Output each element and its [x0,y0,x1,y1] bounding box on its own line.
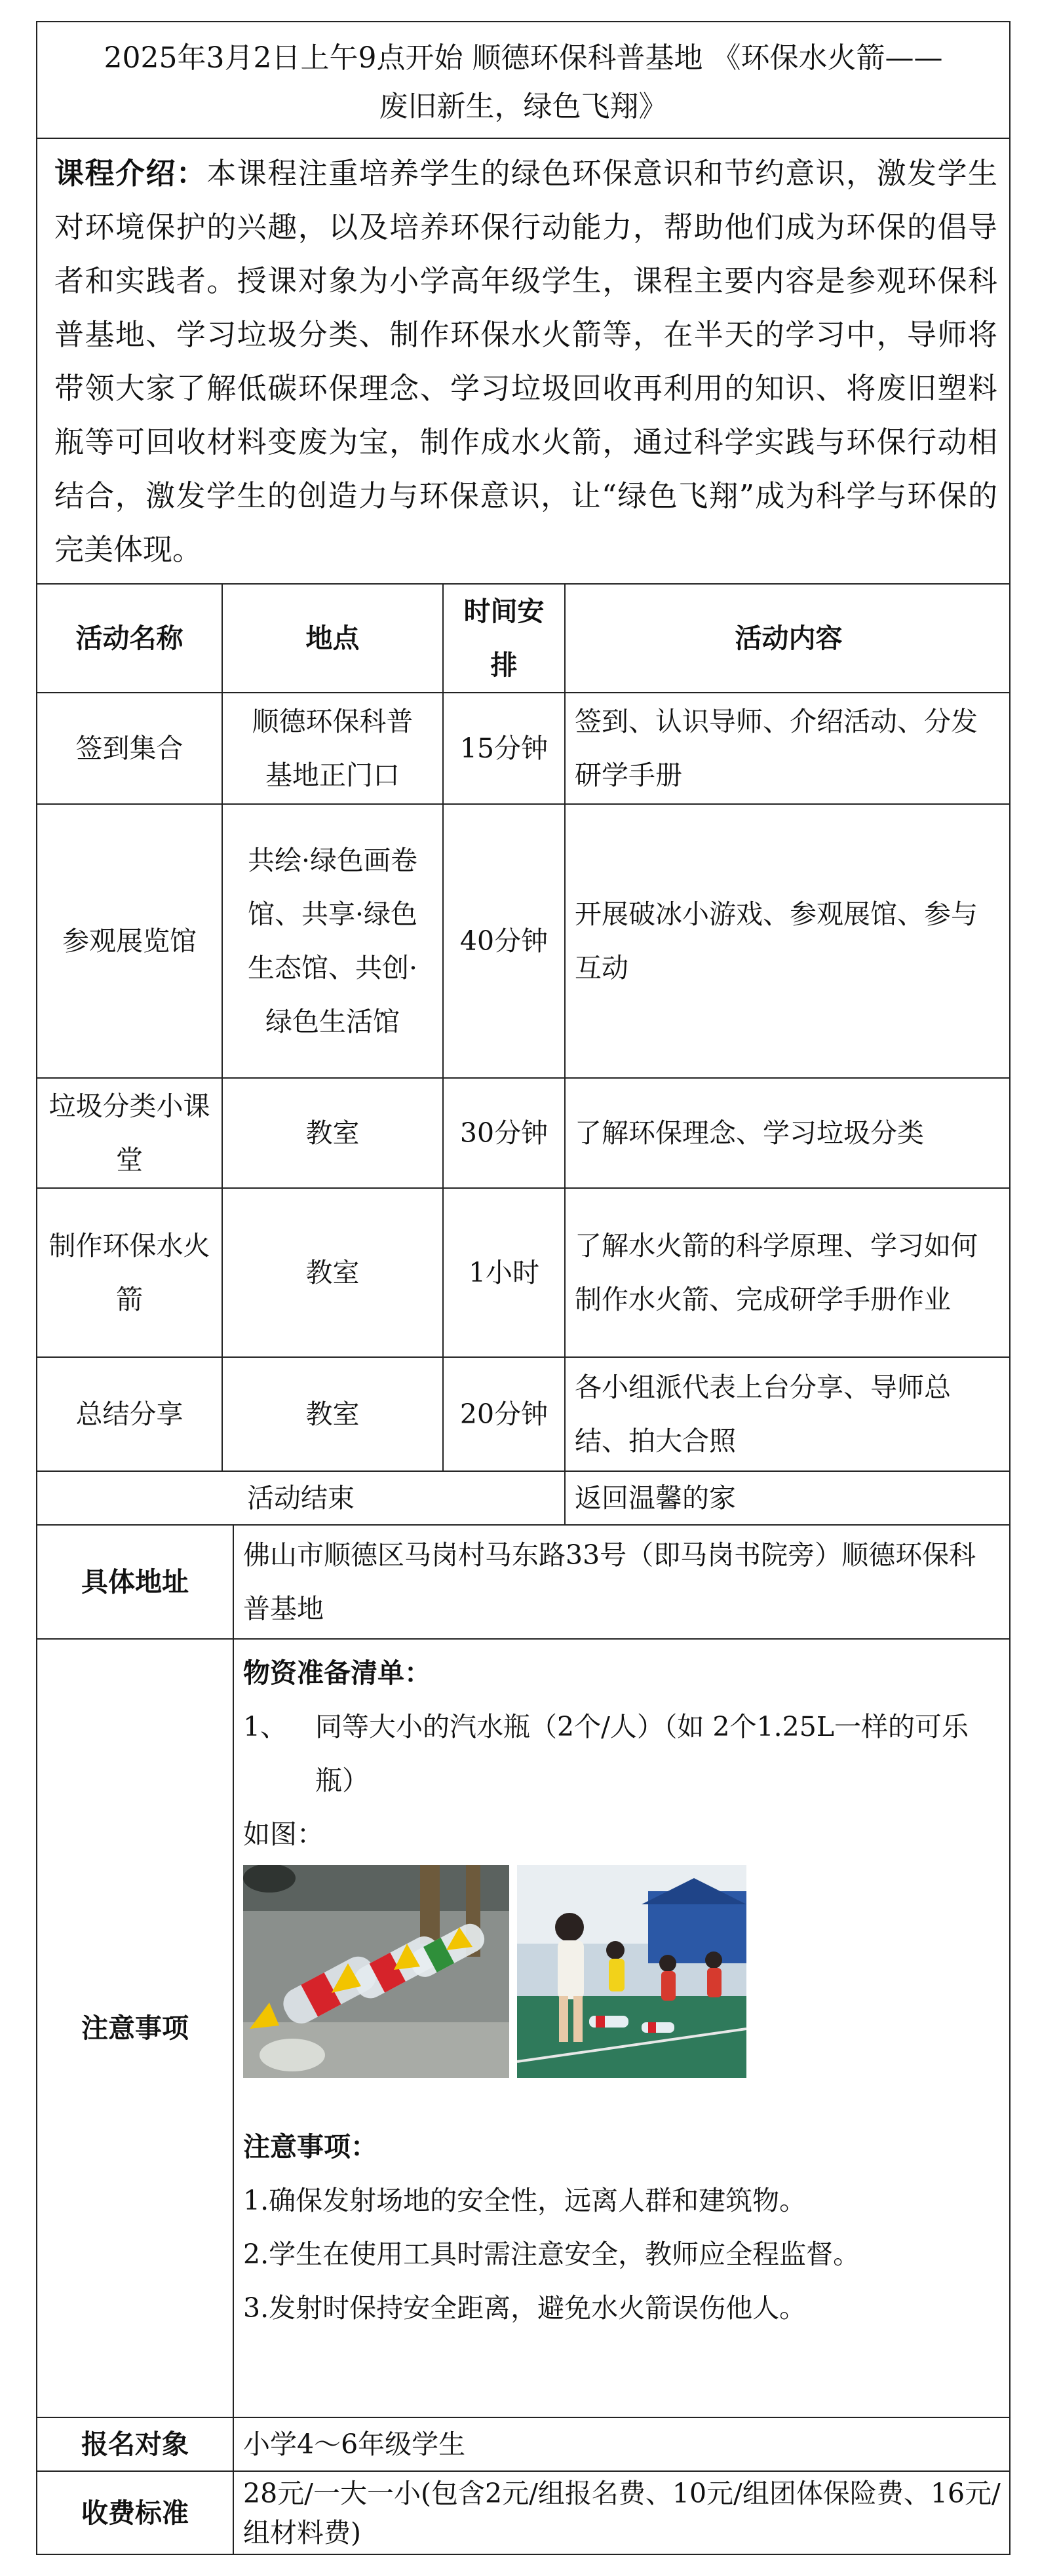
page-title [37,22,1009,138]
schedule-header-row [37,585,1009,693]
notes-row [37,1640,1009,2418]
photo-group [243,1865,1000,2078]
activity-content: 了解水火箭的科学原理、学习如何制作水火箭、完成研学手册作业 [575,1230,978,1315]
title-row [37,22,1009,139]
students-launching-photo [517,1865,783,2078]
header-activity-name: 活动名称 [37,585,223,692]
safety-item-3: 3.发射时保持安全距离，避免水火箭误伤他人。 [243,2292,807,2324]
activity-content: 开展破冰小游戏、参观展馆、参与互动 [575,898,978,984]
activity-end-row [37,1472,1009,1526]
safety-title: 注意事项： [243,2131,377,2163]
table-row [37,1079,1009,1189]
table-row [37,1189,1009,1358]
course-intro [37,139,1009,577]
safety-item-1: 1.确保发射场地的安全性，远离人群和建筑物。 [243,2185,807,2216]
activity-place: 教室 [223,1079,444,1187]
address-row [37,1526,1009,1640]
enroll-value: 小学4～6年级学生 [243,2429,466,2460]
header-content: 活动内容 [735,623,843,654]
title-line-1: 2025年3月2日上午9点开始 顺德环保科普基地 《环保水火箭—— [104,41,943,75]
activity-end-label: 活动结束 [37,1472,566,1524]
activity-name: 签到集合 [37,693,223,803]
activity-content: 签到、认识导师、介绍活动、分发研学手册 [575,706,978,791]
activity-time: 15分钟 [444,693,566,803]
fee-value: 28元/一大一小(包含2元/组报名费、10元/组团体保险费、16元/组材料费) [243,2477,1001,2548]
materials-item-text: 同等大小的汽水瓶（2个/人）（如 2个1.25L一样的可乐瓶） [315,1711,969,1796]
table-row [37,1358,1009,1472]
activity-place: 教室 [223,1189,444,1356]
activity-name: 总结分享 [37,1358,223,1471]
activity-time: 1小时 [444,1189,566,1356]
bottle-rockets-photo [243,1865,509,2078]
address-label: 具体地址 [37,1526,234,1638]
table-row [37,805,1009,1079]
fee-row [37,2472,1009,2554]
notes-content [234,1640,1009,2417]
intro-text: 本课程注重培养学生的绿色环保意识和节约意识，激发学生对环境保护的兴趣，以及培养环保行动能力，帮助他们成为环保的倡导者和实践者。授课对象为小学高年级学生，课程主要内容是参观环保科普基地、学习垃圾分类、制作环保水火箭等，在半天的学习中，导师将带领大家了解低碳环保理念、学习垃圾回收再利用的知识、将废旧塑料瓶等可回收材料变废为宝，制作成水火箭，通过科学实践与环保行动相结合，激发学生的创造力与环保意识，让“绿色飞翔”成为科学与环保的完美体现。 [54,156,997,567]
activity-time: 20分钟 [444,1358,566,1471]
title-line-2: 废旧新生，绿色飞翔》 [379,90,668,123]
figure-label: 如图： [243,1818,324,1850]
activity-name: 垃圾分类小课堂 [37,1079,223,1187]
activity-name: 制作环保水火箭 [37,1189,223,1356]
activity-place: 顺德环保科普基地正门口 [223,693,444,803]
activity-content: 各小组派代表上台分享、导师总结、拍大合照 [575,1372,951,1457]
notes-label: 注意事项 [37,1640,234,2417]
enroll-row [37,2418,1009,2472]
course-sheet [36,21,1011,2555]
materials-item-number: 1、 [243,1711,288,1742]
intro-row [37,139,1009,585]
activity-place: 共绘·绿色画卷馆、共享·绿色生态馆、共创·绿色生活馆 [223,805,444,1077]
materials-title: 物资准备清单： [243,1657,431,1689]
intro-lead: 课程介绍： [54,156,207,191]
activity-content: 了解环保理念、学习垃圾分类 [575,1117,924,1149]
enroll-label: 报名对象 [37,2418,234,2470]
activity-place: 教室 [223,1358,444,1471]
header-place: 地点 [223,585,444,692]
activity-time: 30分钟 [444,1079,566,1187]
activity-end-content: 返回温馨的家 [575,1482,736,1514]
address-value: 佛山市顺德区马岗村马东路33号（即马岗书院旁）顺德环保科普基地 [243,1539,976,1624]
materials-item [243,1700,1000,1807]
safety-item-2: 2.学生在使用工具时需注意安全，教师应全程监督。 [243,2239,860,2270]
header-time: 时间安排 [444,585,566,692]
table-row [37,693,1009,805]
activity-name: 参观展览馆 [37,805,223,1077]
activity-time: 40分钟 [444,805,566,1077]
fee-label: 收费标准 [37,2472,234,2554]
